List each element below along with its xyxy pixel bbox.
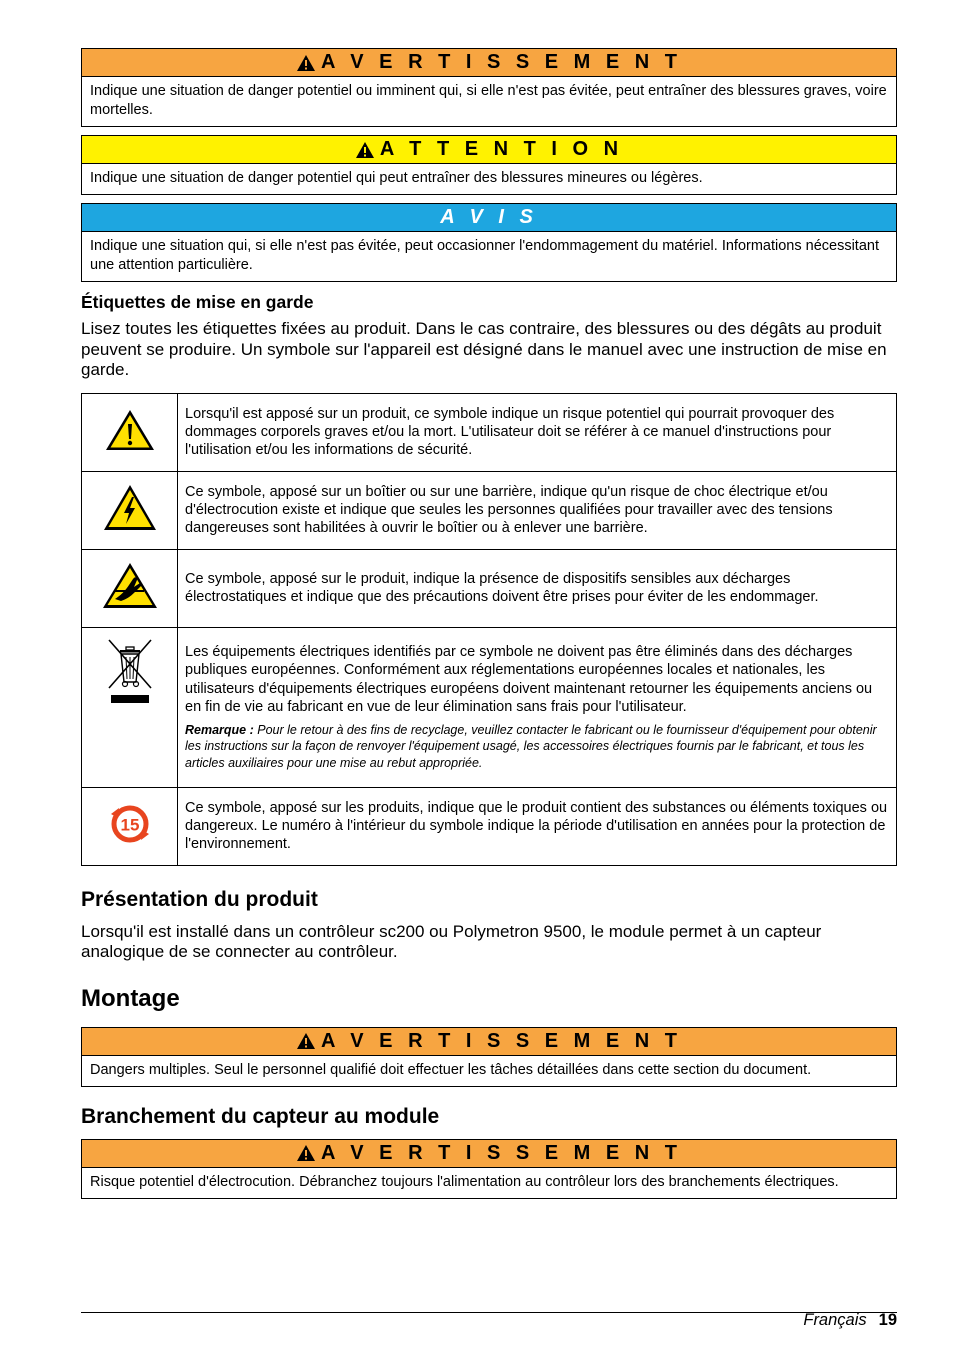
- notice-label: A V I S: [440, 206, 538, 228]
- section-heading-branchement: Branchement du capteur au module: [81, 1104, 440, 1128]
- esd-icon: [101, 561, 159, 611]
- efup-number: 15: [120, 815, 139, 834]
- symbol-description: Ce symbole, apposé sur le produit, indique la présence de dispositifs sensibles aux décharges électrostatiques et indique que des précautions doivent être prises pour éviter de les endommager.: [178, 549, 897, 627]
- notice-box: [81, 203, 897, 282]
- warning-box: [81, 48, 897, 127]
- footer-rule: [81, 1312, 897, 1313]
- remark-text: Pour le retour à des fins de recyclage, veuillez contacter le fabricant ou le fournisseur d'équipement pour obtenir les instructions sur la façon de renvoyer l'équipement usagé, les accessoires électriques fournis par le fabricant, et tous les articles auxiliaires pour une mise au rebut appropriée.: [185, 723, 877, 770]
- warning-header: [82, 1140, 896, 1168]
- caution-header: [82, 136, 896, 164]
- warning-label: A V E R T I S S E M E N T: [321, 1029, 682, 1052]
- warning-text: Indique une situation de danger potentiel ou imminent qui, si elle n'est pas évitée, peut entraîner des blessures graves, voire mortelles.: [90, 83, 887, 118]
- page-content: [81, 48, 897, 1207]
- symbol-description: Lorsqu'il est apposé sur un produit, ce symbole indique un risque potentiel qui pourrait provoquer des dommages corporels graves et/ou la mort. L'utilisateur doit se référer à ce manuel d'instructions pour l'utilisation et/ou les informations de sécurité.: [178, 393, 897, 471]
- efup-15-icon: [106, 800, 154, 848]
- alert-triangle-icon: [296, 54, 316, 72]
- remark-note: [185, 722, 888, 771]
- symbol-description: Ce symbole, apposé sur un boîtier ou sur une barrière, indique qu'un risque de choc électrique et/ou d'électrocution existe et indique que seules les personnes qualifiées pour travailler avec des tensions dangereuses sont habilitées à ouvrir le boîtier ou à enlever une barrière.: [178, 471, 897, 549]
- notice-text: Indique une situation qui, si elle n'est pas évitée, peut occasionner l'endommagement du matériel. Informations nécessitant une attention particulière.: [90, 238, 879, 273]
- weee-bin-icon: [105, 638, 155, 706]
- table-row: [82, 393, 897, 471]
- caution-box: [81, 135, 897, 195]
- warning-triangle-icon: [104, 408, 156, 452]
- notice-header: [82, 204, 896, 232]
- product-text: Lorsqu'il est installé dans un contrôleur sc200 ou Polymetron 9500, le module permet à un capteur analogique de se connecter au contrôleur.: [81, 921, 822, 961]
- footer-language: Français: [803, 1311, 867, 1329]
- warning-text: Dangers multiples. Seul le personnel qualifié doit effectuer les tâches détaillées dans cette section du document.: [90, 1061, 812, 1078]
- warning-box: [81, 1027, 897, 1087]
- table-row: [82, 471, 897, 549]
- alert-triangle-icon: [355, 141, 375, 159]
- warning-text: Risque potentiel d'électrocution. Débranchez toujours l'alimentation au contrôleur lors des branchements électriques.: [90, 1173, 839, 1190]
- electrical-shock-icon: [102, 483, 158, 533]
- table-row: [82, 549, 897, 627]
- warning-label: A V E R T I S S E M E N T: [321, 51, 682, 73]
- labels-intro: Lisez toutes les étiquettes fixées au produit. Dans le cas contraire, des blessures ou des dégâts au produit peuvent se produire. Un symbole sur l'appareil est désigné dans le manuel avec une instruction de mise en garde.: [81, 319, 887, 379]
- alert-triangle-icon: [296, 1144, 316, 1162]
- remark-label: Remarque :: [185, 723, 254, 738]
- table-row: [82, 627, 897, 787]
- warning-label: A V E R T I S S E M E N T: [321, 1141, 682, 1164]
- section-heading-labels: Étiquettes de mise en garde: [81, 292, 314, 312]
- symbols-table: [81, 393, 897, 866]
- section-heading-montage: Montage: [81, 984, 180, 1012]
- page-footer: [803, 1311, 897, 1330]
- caution-text: Indique une situation de danger potentiel qui peut entraîner des blessures mineures ou légères.: [90, 170, 703, 186]
- table-row: [82, 787, 897, 865]
- warning-header: [82, 1028, 896, 1056]
- warning-header: [82, 49, 896, 77]
- section-heading-product: Présentation du produit: [81, 887, 318, 911]
- caution-label: A T T E N T I O N: [379, 138, 624, 160]
- page-number: 19: [878, 1311, 897, 1329]
- warning-box: [81, 1139, 897, 1199]
- alert-triangle-icon: [296, 1032, 316, 1050]
- symbol-description: Ce symbole, apposé sur les produits, indique que le produit contient des substances ou éléments toxiques ou dangereux. Le numéro à l'intérieur du symbole indique la période d'utilisation en années pour la protection de l'environnement.: [178, 787, 897, 865]
- symbol-description: Les équipements électriques identifiés par ce symbole ne doivent pas être éliminés dans des décharges publiques européennes. Conformément aux réglementations européennes locales et nationales, les utilisateurs d'équipements électriques européens doivent maintenant retourner les équipements anciens ou en fin de vie au fabricant en vue de leur élimination sans frais pour l'utilisateur.: [185, 643, 873, 715]
